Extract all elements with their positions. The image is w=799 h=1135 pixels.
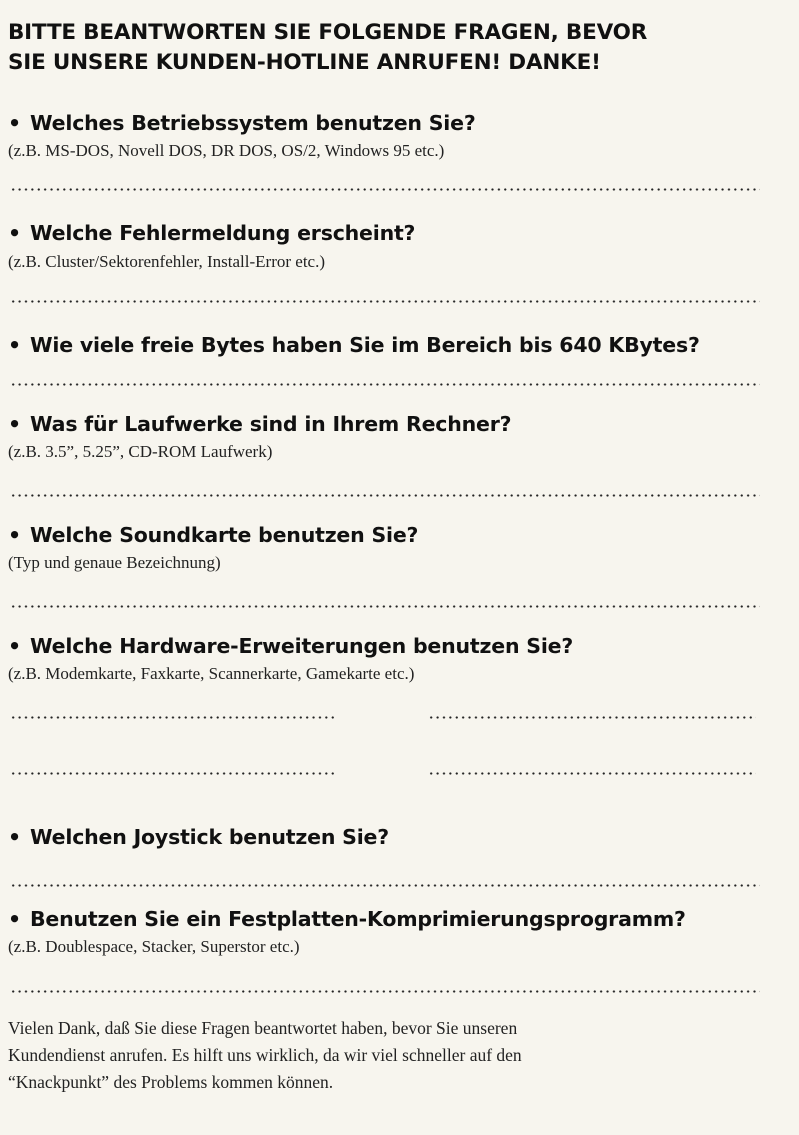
question-operating-system [8, 110, 793, 136]
question-free-bytes [8, 332, 793, 358]
answer-line-joystick[interactable] [10, 884, 760, 887]
closing-line-3: “Knackpunkt” des Problems kommen können. [8, 1072, 334, 1092]
bullet-icon: • [8, 221, 21, 245]
bullet-icon: • [8, 412, 21, 436]
question-hint: (z.B. Doublespace, Stacker, Superstor etc.) [8, 937, 300, 956]
question-hint: (z.B. MS-DOS, Novell DOS, DR DOS, OS/2, Windows 95 etc.) [8, 141, 445, 160]
answer-line-hardware-4[interactable] [428, 772, 756, 775]
question-text: Was für Laufwerke sind in Ihrem Rechner? [30, 412, 512, 436]
question-hint: (z.B. Cluster/Sektorenfehler, Install-Error etc.) [8, 252, 326, 271]
question-hardware-extensions [8, 633, 793, 659]
question-text: Welchen Joystick benutzen Sie? [30, 825, 389, 849]
closing-line-1: Vielen Dank, daß Sie diese Fragen beantwortet haben, bevor Sie unseren [8, 1018, 518, 1038]
question-text: Benutzen Sie ein Festplatten-Komprimierungsprogramm? [30, 907, 686, 931]
question-hint: (z.B. Modemkarte, Faxkarte, Scannerkarte, Gamekarte etc.) [8, 664, 415, 683]
question-drives [8, 411, 793, 437]
question-hint: (Typ und genaue Bezeichnung) [8, 553, 221, 572]
answer-line-hardware-2[interactable] [428, 716, 756, 719]
bullet-icon: • [8, 907, 21, 931]
bullet-icon: • [8, 825, 21, 849]
answer-line-operating-system[interactable] [10, 188, 760, 191]
title-line-2: SIE UNSERE KUNDEN-HOTLINE ANRUFEN! DANKE! [8, 50, 601, 75]
question-text: Welche Fehlermeldung erscheint? [30, 221, 416, 245]
question-text: Wie viele freie Bytes haben Sie im Bereich bis 640 KBytes? [30, 333, 700, 357]
bullet-icon: • [8, 111, 21, 135]
bullet-icon: • [8, 333, 21, 357]
page-title [8, 18, 788, 78]
bullet-icon: • [8, 523, 21, 547]
question-joystick [8, 824, 793, 850]
answer-line-free-bytes[interactable] [10, 383, 760, 386]
question-hint: (z.B. 3.5”, 5.25”, CD-ROM Laufwerk) [8, 442, 273, 461]
question-soundcard [8, 522, 793, 548]
answer-line-drives[interactable] [10, 494, 760, 497]
answer-line-error-message[interactable] [10, 300, 760, 303]
closing-note [8, 1015, 768, 1096]
title-line-1: BITTE BEANTWORTEN SIE FOLGENDE FRAGEN, BEVOR [8, 20, 648, 45]
closing-line-2: Kundendienst anrufen. Es hilft uns wirklich, da wir viel schneller auf den [8, 1045, 522, 1065]
answer-line-hardware-3[interactable] [10, 772, 335, 775]
bullet-icon: • [8, 634, 21, 658]
question-text: Welche Hardware-Erweiterungen benutzen Sie? [30, 634, 574, 658]
answer-line-hardware-1[interactable] [10, 716, 335, 719]
answer-line-disk-compression[interactable] [10, 990, 760, 993]
answer-line-soundcard[interactable] [10, 605, 760, 608]
question-text: Welches Betriebssystem benutzen Sie? [30, 111, 476, 135]
question-error-message [8, 220, 793, 246]
question-text: Welche Soundkarte benutzen Sie? [30, 523, 419, 547]
question-disk-compression [8, 906, 793, 932]
